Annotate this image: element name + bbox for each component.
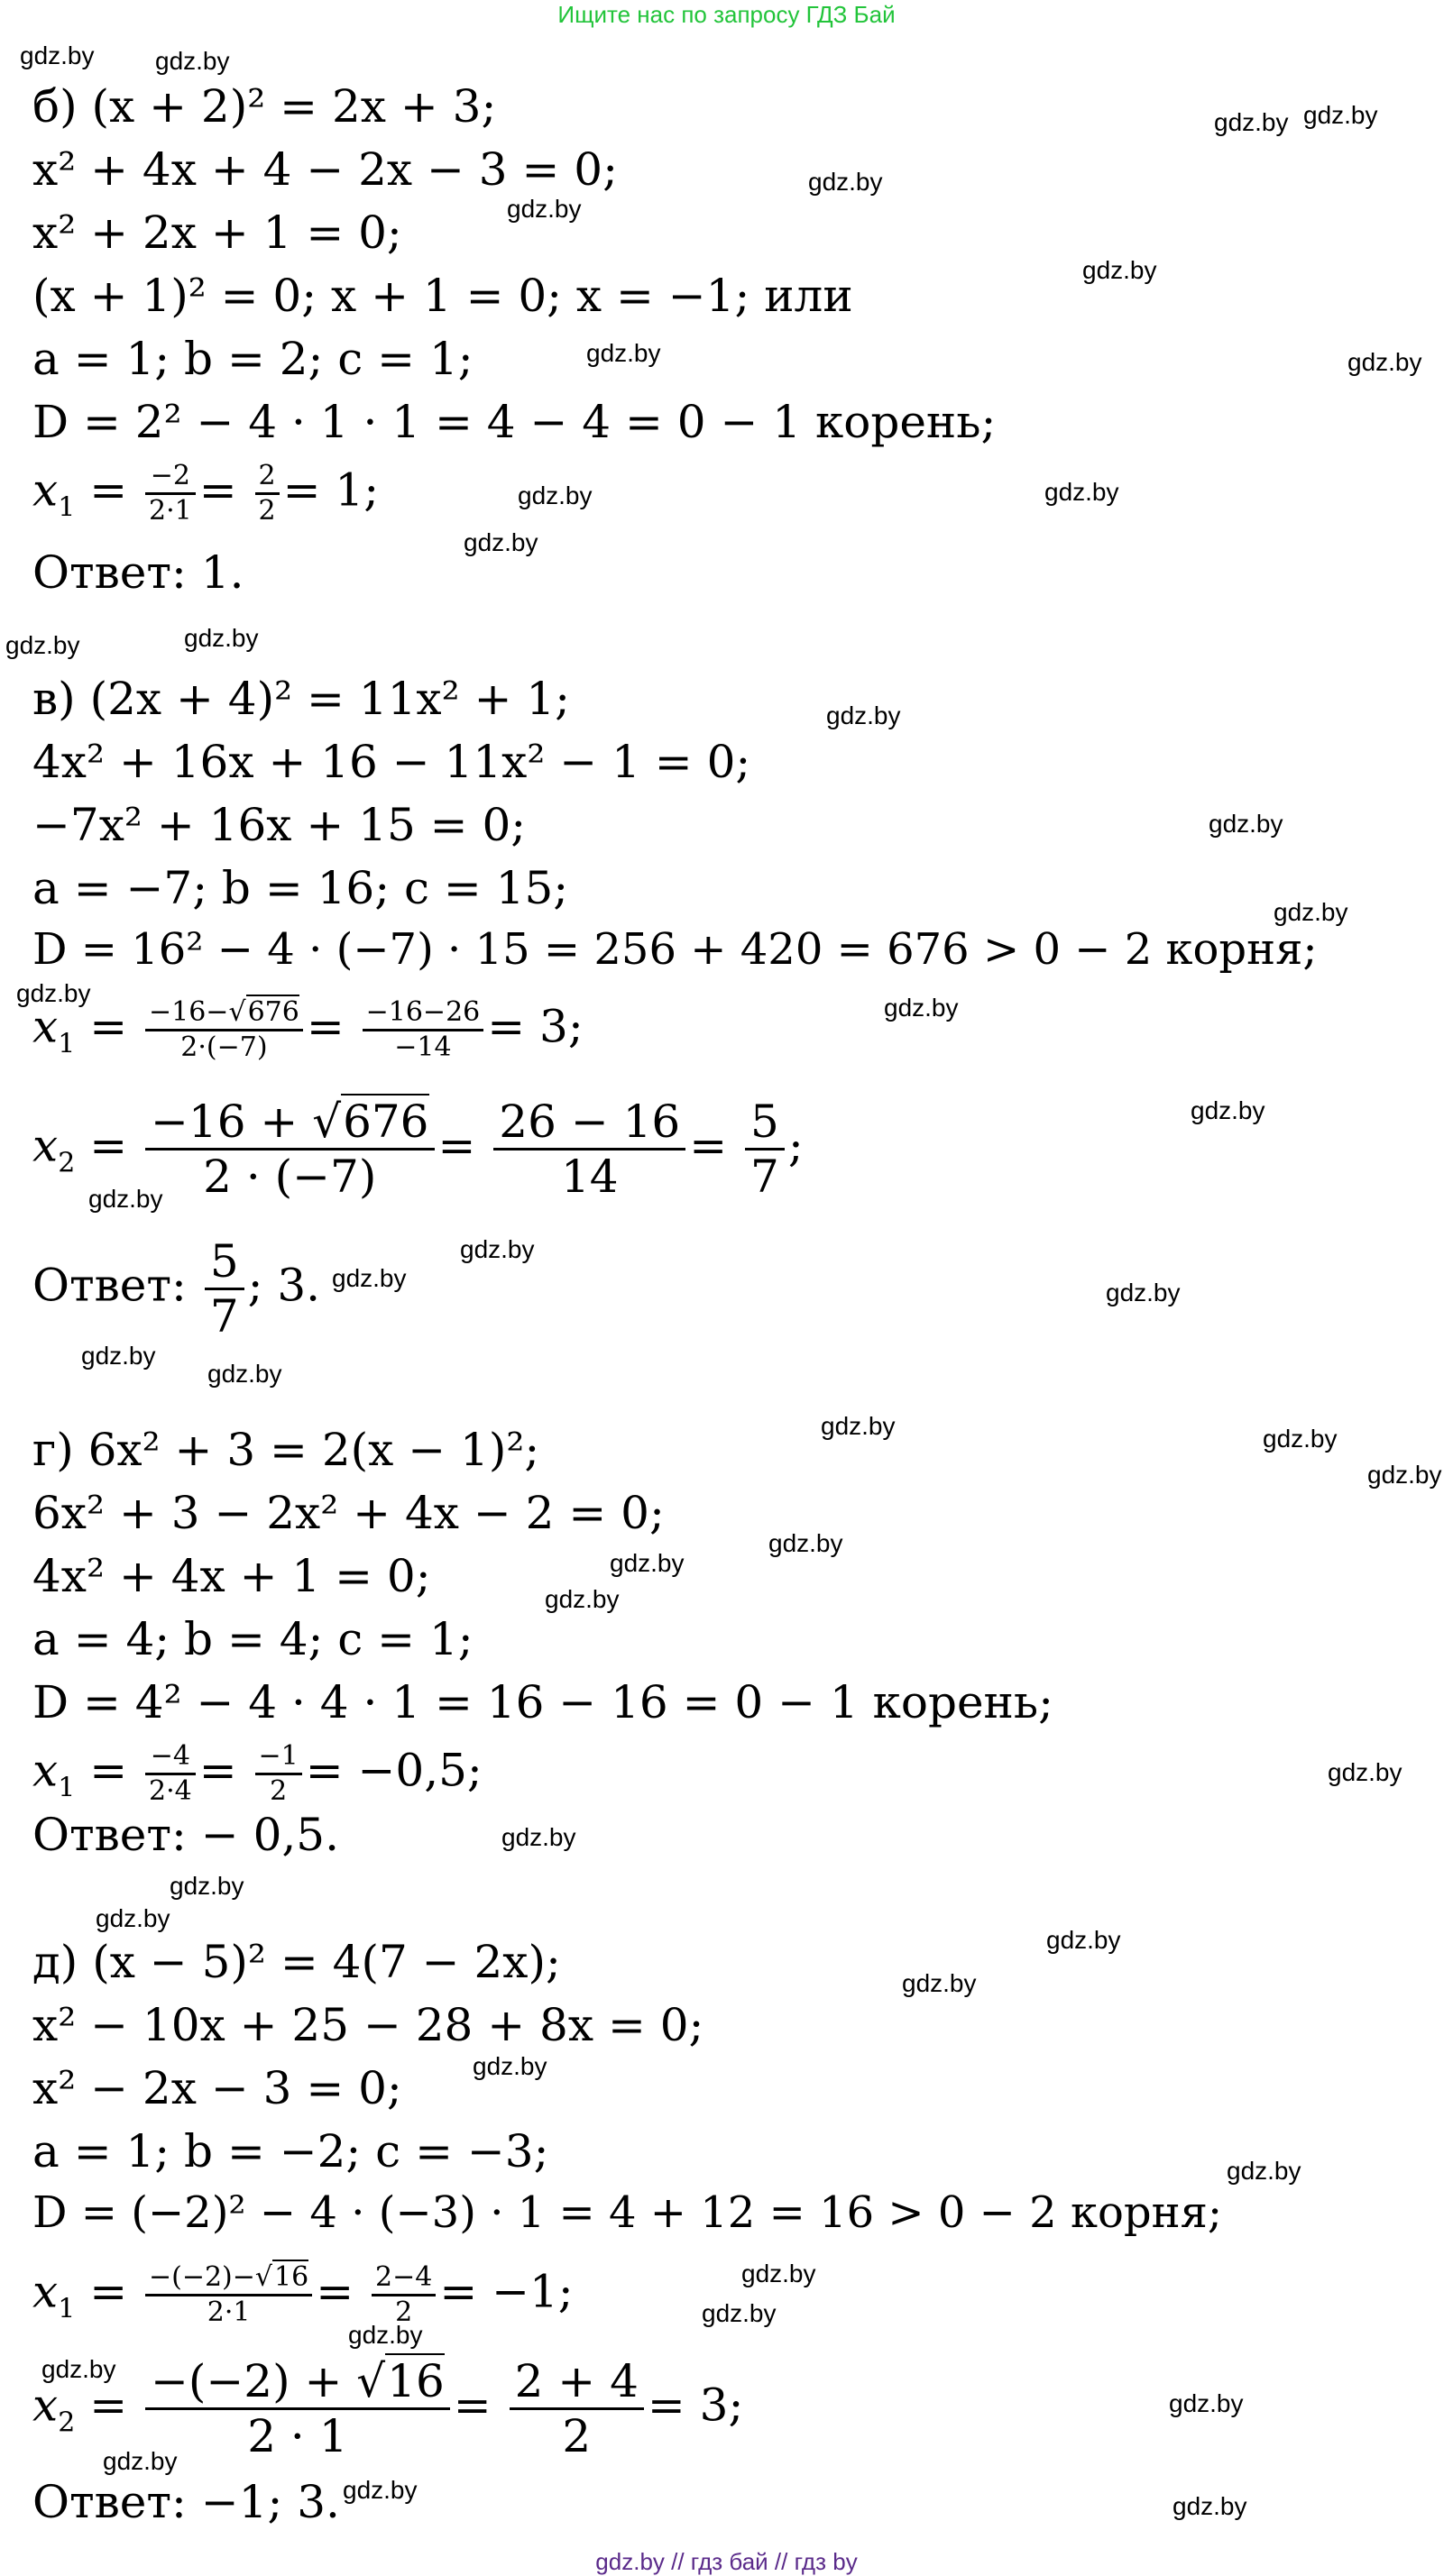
watermark: gdz.by — [518, 481, 593, 509]
b-answer: Ответ: 1. — [32, 546, 244, 599]
result: = 3; — [487, 1000, 584, 1053]
watermark: gdz.by — [507, 195, 582, 223]
b-coefficients: a = 1; b = 2; c = 1; — [32, 333, 474, 385]
numerator: −16−26 — [363, 996, 484, 1031]
denominator: 2·(−7) — [180, 1031, 268, 1063]
denominator: −14 — [394, 1031, 452, 1063]
watermark: gdz.by — [16, 979, 91, 1007]
d-root-x1: $x_1$ = $\frac{-(-2)-√16}{2\cdot 1}$ = $\frac{2-4}{2}$ = −1; — [32, 2261, 574, 2328]
d-coefficients: a = 1; b = −2; c = −3; — [32, 2125, 549, 2177]
watermark: gdz.by — [1046, 1926, 1121, 1954]
result: ; — [787, 1119, 804, 1172]
numerator: −4 — [145, 1740, 196, 1775]
result: = −1; — [439, 2265, 574, 2318]
watermark: gdz.by — [808, 168, 883, 196]
b-eq: (x + 2)² = 2x + 3; — [91, 80, 497, 133]
denominator: 7 — [750, 1150, 779, 1203]
v-coefficients: a = −7; b = 16; c = 15; — [32, 862, 569, 914]
watermark: gdz.by — [460, 1235, 535, 1263]
fraction — [372, 2261, 436, 2329]
denominator: 2 — [258, 495, 276, 527]
watermark: gdz.by — [821, 1412, 896, 1440]
denominator: 2·4 — [148, 1775, 192, 1807]
watermark: gdz.by — [1347, 348, 1422, 376]
watermark: gdz.by — [902, 1969, 977, 1997]
watermark: gdz.by — [473, 2052, 547, 2080]
radicand: 676 — [343, 1095, 429, 1148]
watermark: gdz.by — [184, 624, 259, 652]
g-coefficients: a = 4; b = 4; c = 1; — [32, 1613, 474, 1665]
fraction — [745, 1095, 785, 1203]
watermark: gdz.by — [610, 1549, 685, 1577]
fraction — [145, 460, 196, 527]
watermark: gdz.by — [1209, 810, 1283, 838]
watermark: gdz.by — [501, 1823, 576, 1851]
d-step-2: x² − 2x − 3 = 0; — [32, 2062, 402, 2114]
watermark: gdz.by — [1169, 2389, 1244, 2417]
watermark: gdz.by — [768, 1529, 843, 1557]
numerator: 2 — [255, 460, 280, 495]
numerator: −(−2)−√16 — [145, 2261, 312, 2296]
denominator: 2 — [270, 1775, 288, 1807]
fraction — [255, 460, 280, 527]
search-hint-banner: Ищите нас по запросу ГДЗ Бай — [557, 1, 896, 28]
watermark: gdz.by — [1303, 101, 1378, 129]
watermark: gdz.by — [1367, 1461, 1442, 1489]
watermark: gdz.by — [741, 2260, 816, 2287]
watermark: gdz.by — [96, 1904, 170, 1932]
numerator: 5 — [205, 1235, 244, 1290]
denominator: 2 — [395, 2296, 413, 2328]
v-answer — [32, 1235, 320, 1343]
answer-label: Ответ: — [32, 1259, 187, 1312]
watermark: gdz.by — [343, 2476, 418, 2504]
num-part: −(−2) + — [150, 2355, 357, 2407]
numerator: −16 + √676 — [145, 1095, 435, 1150]
radicand: 16 — [274, 2261, 309, 2293]
watermark: gdz.by — [5, 631, 80, 659]
watermark: gdz.by — [155, 47, 230, 75]
fraction — [145, 996, 303, 1064]
num-part: −16− — [148, 996, 229, 1028]
v-equation — [32, 672, 570, 726]
numerator: −1 — [255, 1740, 302, 1775]
result: = 3; — [647, 2379, 744, 2432]
v-discriminant: D = 16² − 4 · (−7) · 15 = 256 + 420 = 676 > 0 − 2 корня; — [32, 924, 1318, 975]
numerator: 5 — [745, 1095, 785, 1150]
fraction — [145, 1095, 435, 1203]
num-part: −(−2)− — [148, 2261, 255, 2293]
g-eq: 6x² + 3 = 2(x − 1)²; — [87, 1424, 540, 1476]
d-equation — [32, 1935, 561, 1989]
denominator: 2 — [562, 2410, 592, 2462]
d-discriminant: D = (−2)² − 4 · (−3) · 1 = 4 + 12 = 16 > 0 − 2 корня; — [32, 2187, 1223, 2238]
b-equation — [32, 79, 496, 133]
g-discriminant: D = 4² − 4 · 4 · 1 = 16 − 16 = 0 − 1 корень; — [32, 1676, 1053, 1728]
watermark: gdz.by — [884, 994, 959, 1022]
watermark: gdz.by — [545, 1585, 620, 1613]
watermark: gdz.by — [20, 41, 95, 69]
watermark: gdz.by — [1173, 2492, 1247, 2520]
denominator: 2·1 — [207, 2296, 251, 2328]
d-answer: Ответ: −1; 3. — [32, 2476, 340, 2528]
d-label: д) — [32, 1936, 78, 1988]
watermark: gdz.by — [586, 339, 661, 367]
v-label: в) — [32, 673, 76, 725]
numerator: 2−4 — [372, 2261, 436, 2296]
watermark: gdz.by — [826, 701, 901, 729]
footer-links: gdz.by // гдз бай // гдз by — [595, 2548, 858, 2575]
b-discriminant: D = 2² − 4 · 1 · 1 = 4 − 4 = 0 − 1 корень; — [32, 396, 997, 448]
watermark: gdz.by — [103, 2447, 178, 2475]
g-answer: Ответ: − 0,5. — [32, 1809, 339, 1861]
b-step-2: x² + 2x + 1 = 0; — [32, 206, 402, 259]
numerator: −16−√676 — [145, 996, 303, 1031]
watermark: gdz.by — [1263, 1425, 1338, 1453]
watermark: gdz.by — [464, 528, 538, 556]
watermark: gdz.by — [1227, 2157, 1301, 2185]
numerator: 26 − 16 — [493, 1095, 685, 1150]
fraction — [510, 2355, 644, 2462]
watermark: gdz.by — [1274, 898, 1348, 926]
d-root-x2: $x_2$ = $\frac{-(-2) + √16}{2 \cdot 1}$ = $\frac{2 + 4}{2}$ = 3; — [32, 2355, 744, 2462]
watermark: gdz.by — [1328, 1758, 1402, 1786]
result: = 1; — [282, 463, 380, 517]
b-label: б) — [32, 80, 78, 133]
radicand: 676 — [247, 996, 299, 1028]
radicand: 16 — [387, 2355, 445, 2407]
watermark: gdz.by — [332, 1264, 407, 1292]
watermark: gdz.by — [348, 2321, 423, 2349]
b-step-1: x² + 4x + 4 − 2x − 3 = 0; — [32, 143, 618, 196]
watermark: gdz.by — [170, 1872, 244, 1900]
answer-tail: ; 3. — [247, 1259, 321, 1312]
numerator: −2 — [145, 460, 196, 495]
fraction — [493, 1095, 685, 1203]
numerator: −(−2) + √16 — [145, 2355, 450, 2410]
numerator: 2 + 4 — [510, 2355, 644, 2410]
watermark: gdz.by — [1191, 1096, 1265, 1124]
fraction — [145, 2355, 450, 2462]
watermark: gdz.by — [81, 1342, 156, 1370]
watermark: gdz.by — [1214, 108, 1289, 136]
watermark: gdz.by — [88, 1185, 163, 1213]
fraction — [363, 996, 484, 1064]
denominator: 14 — [560, 1150, 619, 1203]
d-step-1: x² − 10x + 25 − 28 + 8x = 0; — [32, 1999, 704, 2051]
fraction — [255, 1740, 302, 1808]
fraction — [145, 2261, 312, 2329]
denominator: 7 — [209, 1290, 239, 1343]
b-step-3: (x + 1)² = 0; x + 1 = 0; x = −1; или — [32, 270, 853, 322]
watermark: gdz.by — [41, 2355, 116, 2383]
d-eq: (x − 5)² = 4(7 − 2x); — [92, 1936, 561, 1988]
v-step-2: −7x² + 16x + 15 = 0; — [32, 799, 527, 851]
v-root-x2: $x_2$ = $\frac{-16 + √676}{2 \cdot (-7)}$ = $\frac{26 - 16}{14}$ = $\frac{5}{7}$ ; — [32, 1095, 804, 1203]
b-root-x1: $x_1$ = $\frac{-2}{2\cdot 1}$ = $\frac{2}{2}$ = 1; — [32, 460, 380, 527]
num-part: −16 + — [150, 1095, 313, 1148]
watermark: gdz.by — [1082, 256, 1157, 284]
denominator: 2 · 1 — [247, 2410, 348, 2462]
result: = −0,5; — [305, 1744, 483, 1797]
g-step-2: 4x² + 4x + 1 = 0; — [32, 1550, 431, 1602]
denominator: 2 · (−7) — [203, 1150, 377, 1203]
g-step-1: 6x² + 3 − 2x² + 4x − 2 = 0; — [32, 1487, 665, 1539]
g-equation — [32, 1423, 539, 1477]
watermark: gdz.by — [207, 1360, 282, 1388]
watermark: gdz.by — [1106, 1279, 1181, 1306]
g-root-x1: $x_1$ = $\frac{-4}{2\cdot 4}$ = $\frac{-1}{2}$ = −0,5; — [32, 1740, 483, 1807]
v-step-1: 4x² + 16x + 16 − 11x² − 1 = 0; — [32, 736, 751, 788]
fraction — [145, 1740, 196, 1808]
fraction — [205, 1235, 244, 1343]
v-eq: (2x + 4)² = 11x² + 1; — [89, 673, 571, 725]
watermark: gdz.by — [702, 2299, 777, 2327]
v-root-x1: $x_1$ = $\frac{-16-√676}{2\cdot(-7)}$ = $\frac{-16-26}{-14}$ = 3; — [32, 996, 584, 1063]
denominator: 2·1 — [148, 495, 192, 527]
watermark: gdz.by — [1044, 478, 1119, 506]
g-label: г) — [32, 1424, 74, 1476]
